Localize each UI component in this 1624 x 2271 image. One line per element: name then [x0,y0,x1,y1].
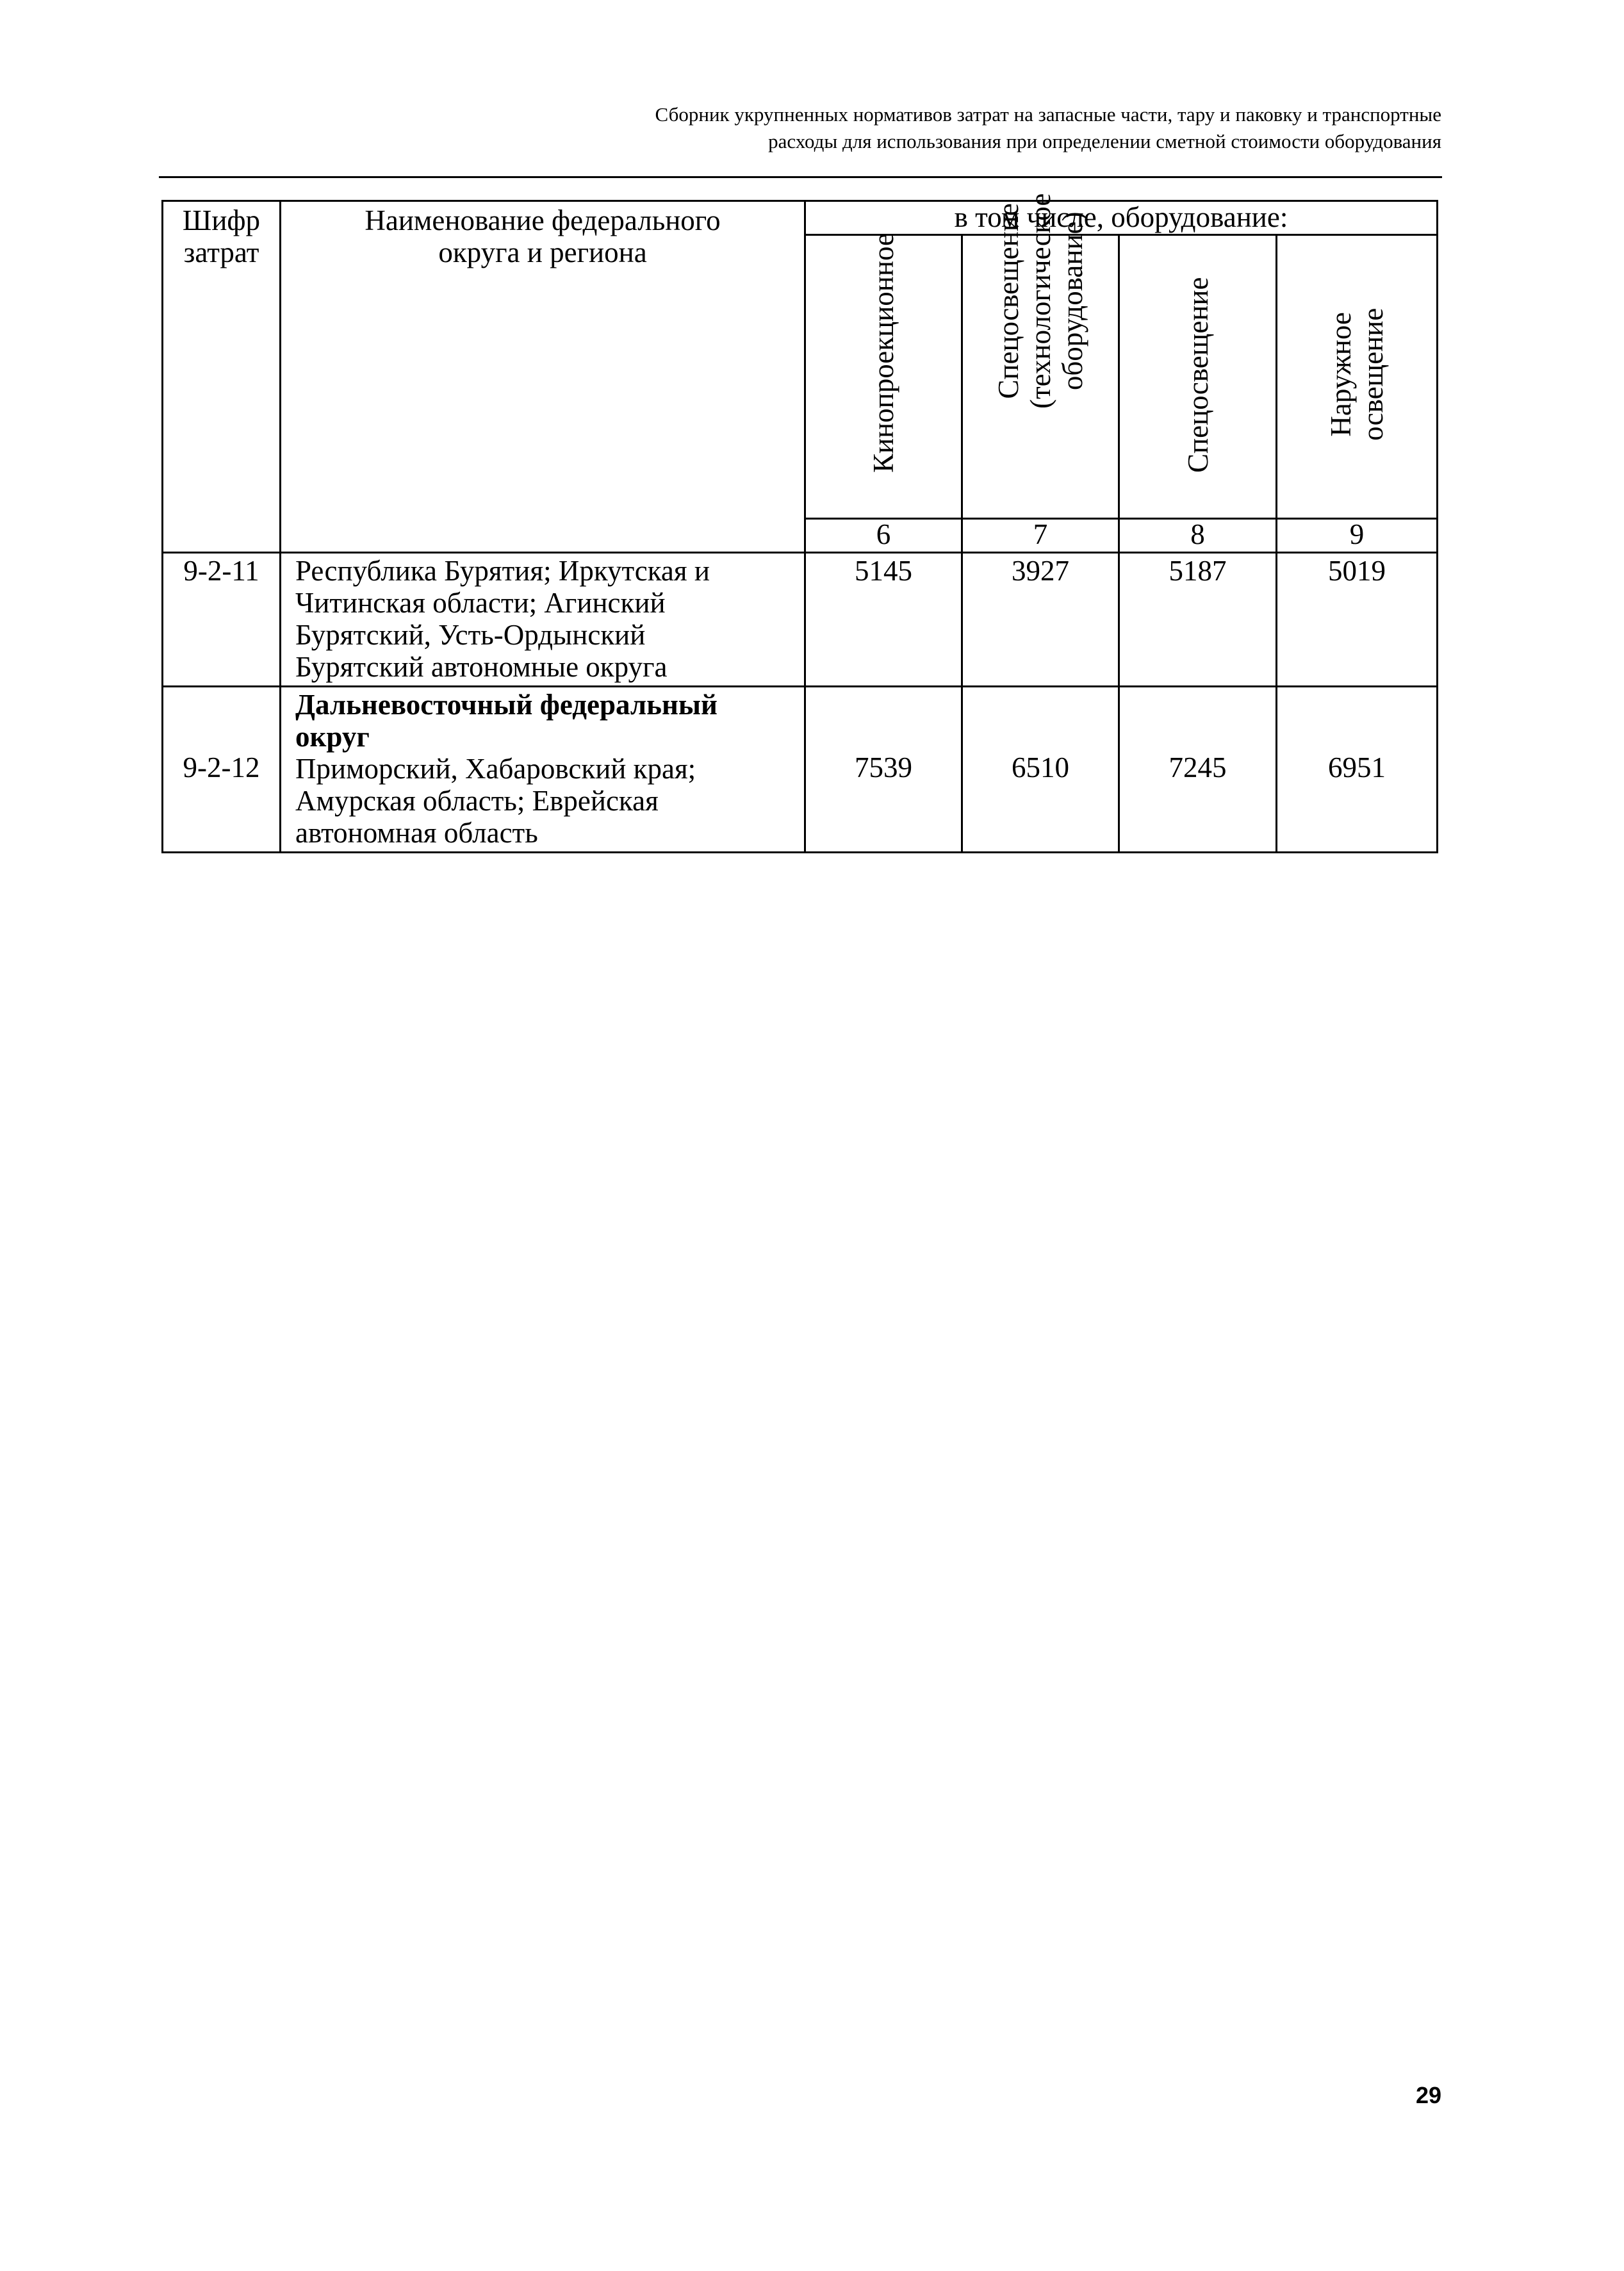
section-title-line: Дальневосточный федеральный [295,689,718,721]
row-name-line: Республика Бурятия; Иркутская и [295,555,710,587]
col-7-header-line-2: (технологическое [1024,193,1056,409]
norms-table [161,193,1438,853]
row-value-8: 5187 [1119,553,1277,687]
col-number-8: 8 [1119,519,1277,553]
code-column-header [163,201,281,553]
col-8-header [1119,235,1277,519]
col-9-header [1277,235,1438,519]
col-8-header-line-1: Спецосвещение [1181,277,1214,473]
name-header-line-2: округа и региона [438,236,647,268]
code-header-line-2: затрат [183,236,259,268]
col-6-header-line-1: Кинопроекционное [867,233,899,473]
section-title-line: округ [295,721,370,753]
page-number: 29 [1415,2082,1441,2108]
row-name [281,553,805,687]
header-line-2: расходы для использования при определении сметной стоимости оборудования [768,130,1441,152]
row-code: 9-2-11 [163,553,281,687]
table-row [163,687,1438,853]
row-value-7: 6510 [962,687,1119,853]
row-name-line: Бурятский, Усть-Ордынский [295,619,646,651]
col-6-header [805,235,962,519]
header-row-1 [163,201,1438,235]
row-value-9: 6951 [1277,687,1438,853]
row-name-line: Бурятский автономные округа [295,651,668,683]
row-name-line: Приморский, Хабаровский края; [295,753,696,785]
row-value-8: 7245 [1119,687,1277,853]
col-9-header-line-1: Наружное [1325,312,1357,437]
row-name [281,687,805,853]
col-number-9: 9 [1277,519,1438,553]
header-rule [159,176,1442,178]
row-value-7: 3927 [962,553,1119,687]
row-name-line: Амурская область; Еврейская [295,785,659,817]
row-value-6: 5145 [805,553,962,687]
row-code: 9-2-12 [163,687,281,853]
row-name-line: Читинская области; Агинский [295,587,666,619]
row-value-9: 5019 [1277,553,1438,687]
col-number-6: 6 [805,519,962,553]
code-header-line-1: Шифр [182,204,261,236]
name-column-header [281,201,805,553]
row-value-6: 7539 [805,687,962,853]
col-9-header-line-2: освещение [1357,307,1389,441]
col-number-7: 7 [962,519,1119,553]
row-name-line: автономная область [295,817,538,849]
running-header [160,101,1441,155]
name-header-line-1: Наименование федерального [365,204,721,236]
group-header: в том числе, оборудование: [805,201,1438,235]
col-7-header-line-1: Спецосвещение [992,203,1024,399]
col-7-header [962,193,1119,519]
table-row [163,553,1438,687]
col-7-header-line-3: оборудование) [1056,211,1088,391]
header-line-1: Сборник укрупненных нормативов затрат на запасные части, тару и паковку и транспортные [655,103,1441,126]
